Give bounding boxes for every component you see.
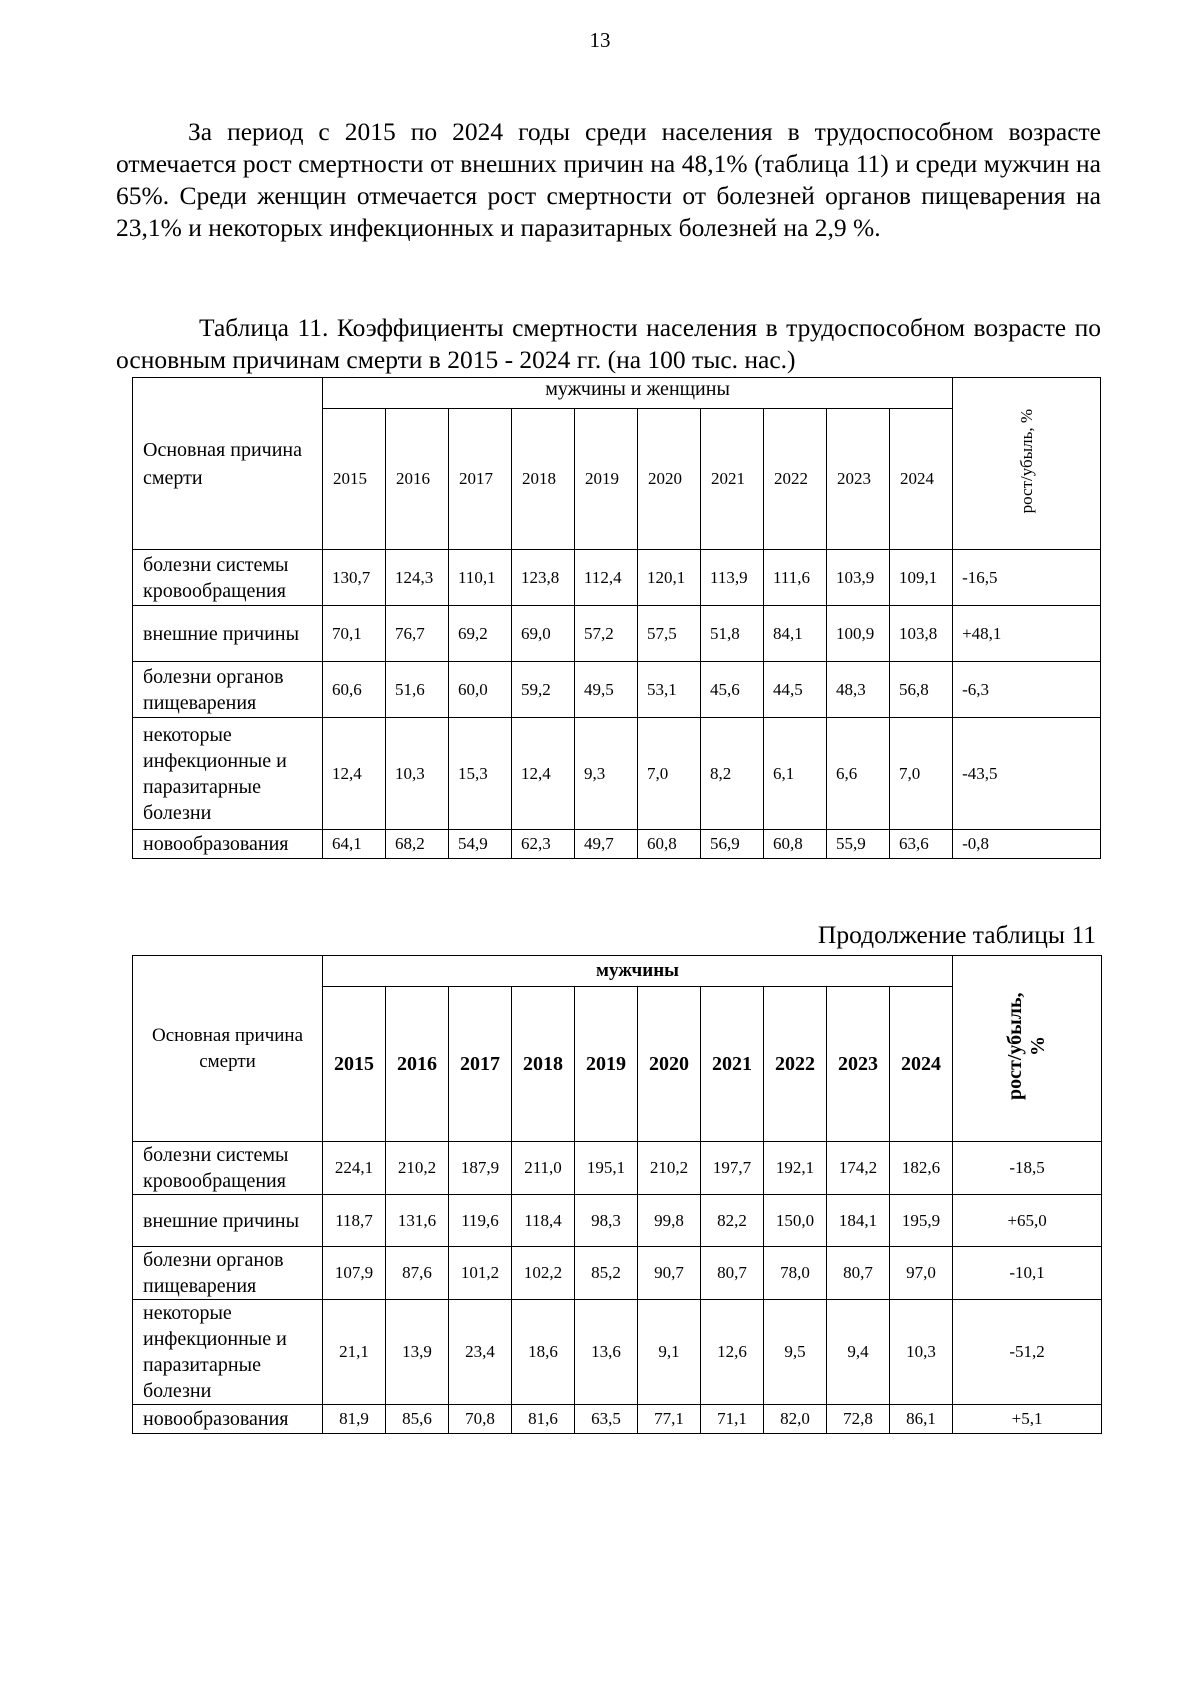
value-cell: 45,6	[701, 662, 764, 718]
value-cell: 86,1	[890, 1405, 953, 1434]
value-cell: 82,2	[701, 1195, 764, 1247]
value-cell: 7,0	[638, 718, 701, 830]
table-row	[133, 550, 1101, 606]
value-cell: 10,3	[890, 1300, 953, 1405]
year-header: 2015	[323, 987, 386, 1142]
year-header: 2021	[701, 987, 764, 1142]
value-cell: 60,8	[764, 830, 827, 859]
table-caption: Таблица 11. Коэффициенты смертности населения в трудоспособном возрасте по основным причинам смерти в 2015 - 2024 гг. (на 100 тыс. нас.)	[116, 313, 1101, 374]
value-cell: 55,9	[827, 830, 890, 859]
value-cell: 54,9	[449, 830, 512, 859]
value-cell: 10,3	[386, 718, 449, 830]
value-cell: 107,9	[323, 1247, 386, 1300]
year-header: 2020	[638, 987, 701, 1142]
change-cell: -6,3	[953, 662, 1101, 718]
value-cell: 150,0	[764, 1195, 827, 1247]
value-cell: 56,8	[890, 662, 953, 718]
value-cell: 69,2	[449, 606, 512, 662]
year-header: 2023	[827, 409, 890, 550]
cause-column-header: Основная причина смерти	[133, 378, 323, 550]
value-cell: 210,2	[638, 1142, 701, 1195]
value-cell: 187,9	[449, 1142, 512, 1195]
change-cell: -10,1	[953, 1247, 1102, 1300]
year-header: 2022	[764, 987, 827, 1142]
value-cell: 56,9	[701, 830, 764, 859]
value-cell: 70,8	[449, 1405, 512, 1434]
year-header: 2018	[512, 409, 575, 550]
value-cell: 15,3	[449, 718, 512, 830]
group-header: мужчины и женщины	[323, 378, 953, 409]
year-header: 2016	[386, 409, 449, 550]
table-row	[133, 1142, 1102, 1195]
cause-cell: некоторые инфекционные и паразитарные болезни	[133, 1300, 323, 1405]
value-cell: 6,6	[827, 718, 890, 830]
value-cell: 119,6	[449, 1195, 512, 1247]
value-cell: 68,2	[386, 830, 449, 859]
value-cell: 44,5	[764, 662, 827, 718]
value-cell: 81,6	[512, 1405, 575, 1434]
year-header: 2024	[890, 987, 953, 1142]
group-header: мужчины	[323, 956, 953, 987]
value-cell: 195,9	[890, 1195, 953, 1247]
value-cell: 113,9	[701, 550, 764, 606]
value-cell: 18,6	[512, 1300, 575, 1405]
value-cell: 80,7	[827, 1247, 890, 1300]
value-cell: 53,1	[638, 662, 701, 718]
value-cell: 109,1	[890, 550, 953, 606]
value-cell: 76,7	[386, 606, 449, 662]
change-cell: +48,1	[953, 606, 1101, 662]
value-cell: 110,1	[449, 550, 512, 606]
value-cell: 84,1	[764, 606, 827, 662]
value-cell: 63,5	[575, 1405, 638, 1434]
value-cell: 60,8	[638, 830, 701, 859]
value-cell: 130,7	[323, 550, 386, 606]
change-cell: +5,1	[953, 1405, 1102, 1434]
value-cell: 97,0	[890, 1247, 953, 1300]
value-cell: 124,3	[386, 550, 449, 606]
year-header: 2021	[701, 409, 764, 550]
value-cell: 174,2	[827, 1142, 890, 1195]
value-cell: 131,6	[386, 1195, 449, 1247]
value-cell: 102,2	[512, 1247, 575, 1300]
table-row	[133, 1195, 1102, 1247]
value-cell: 184,1	[827, 1195, 890, 1247]
cause-cell: болезни органов пищеварения	[133, 1247, 323, 1300]
value-cell: 85,6	[386, 1405, 449, 1434]
value-cell: 8,2	[701, 718, 764, 830]
value-cell: 210,2	[386, 1142, 449, 1195]
table-row	[133, 606, 1101, 662]
table-row	[133, 718, 1101, 830]
value-cell: 62,3	[512, 830, 575, 859]
mortality-table-men	[132, 955, 1102, 1434]
mortality-table-all	[132, 377, 1101, 859]
value-cell: 103,9	[827, 550, 890, 606]
table-row	[133, 1247, 1102, 1300]
cause-column-header: Основная причина смерти	[133, 956, 323, 1142]
value-cell: 69,0	[512, 606, 575, 662]
cause-cell: внешние причины	[133, 1195, 323, 1247]
value-cell: 59,2	[512, 662, 575, 718]
cause-cell: болезни системы кровообращения	[133, 550, 323, 606]
value-cell: 118,4	[512, 1195, 575, 1247]
value-cell: 123,8	[512, 550, 575, 606]
value-cell: 197,7	[701, 1142, 764, 1195]
value-cell: 120,1	[638, 550, 701, 606]
value-cell: 7,0	[890, 718, 953, 830]
value-cell: 70,1	[323, 606, 386, 662]
value-cell: 118,7	[323, 1195, 386, 1247]
value-cell: 64,1	[323, 830, 386, 859]
value-cell: 12,4	[512, 718, 575, 830]
cause-cell: новообразования	[133, 1405, 323, 1434]
value-cell: 80,7	[701, 1247, 764, 1300]
value-cell: 112,4	[575, 550, 638, 606]
page-number: 13	[589, 28, 611, 52]
value-cell: 57,5	[638, 606, 701, 662]
value-cell: 81,9	[323, 1405, 386, 1434]
change-cell: -16,5	[953, 550, 1101, 606]
value-cell: 100,9	[827, 606, 890, 662]
value-cell: 71,1	[701, 1405, 764, 1434]
year-header: 2017	[449, 987, 512, 1142]
value-cell: 12,6	[701, 1300, 764, 1405]
year-header: 2024	[890, 409, 953, 550]
value-cell: 13,9	[386, 1300, 449, 1405]
change-cell: -18,5	[953, 1142, 1102, 1195]
change-cell: -43,5	[953, 718, 1101, 830]
value-cell: 98,3	[575, 1195, 638, 1247]
year-header: 2022	[764, 409, 827, 550]
table-row	[133, 830, 1101, 859]
value-cell: 51,6	[386, 662, 449, 718]
value-cell: 99,8	[638, 1195, 701, 1247]
value-cell: 12,4	[323, 718, 386, 830]
value-cell: 6,1	[764, 718, 827, 830]
value-cell: 224,1	[323, 1142, 386, 1195]
value-cell: 49,7	[575, 830, 638, 859]
value-cell: 48,3	[827, 662, 890, 718]
cause-cell: болезни системы кровообращения	[133, 1142, 323, 1195]
change-cell: +65,0	[953, 1195, 1102, 1247]
table-row	[133, 1300, 1102, 1405]
year-header: 2015	[323, 409, 386, 550]
intro-paragraph: За период с 2015 по 2024 годы среди населения в трудоспособном возрасте отмечается рост смертности от внешних причин на 48,1% (таблица 11) и среди мужчин на 65%. Среди женщин отмечается рост смертности от болезней органов пищеварения на 23,1% и некоторых инфекционных и паразитарных болезней на 2,9 %.	[116, 117, 1101, 242]
table-row	[133, 1405, 1102, 1434]
value-cell: 211,0	[512, 1142, 575, 1195]
year-header: 2019	[575, 987, 638, 1142]
year-header: 2020	[638, 409, 701, 550]
table-row	[133, 662, 1101, 718]
value-cell: 23,4	[449, 1300, 512, 1405]
cause-cell: болезни органов пищеварения	[133, 662, 323, 718]
year-header: 2019	[575, 409, 638, 550]
value-cell: 77,1	[638, 1405, 701, 1434]
year-header: 2017	[449, 409, 512, 550]
change-cell: -0,8	[953, 830, 1101, 859]
value-cell: 9,1	[638, 1300, 701, 1405]
value-cell: 192,1	[764, 1142, 827, 1195]
value-cell: 49,5	[575, 662, 638, 718]
year-header: 2016	[386, 987, 449, 1142]
value-cell: 82,0	[764, 1405, 827, 1434]
value-cell: 87,6	[386, 1247, 449, 1300]
value-cell: 60,0	[449, 662, 512, 718]
value-cell: 195,1	[575, 1142, 638, 1195]
continuation-label: Продолжение таблицы 11	[817, 920, 1096, 949]
value-cell: 72,8	[827, 1405, 890, 1434]
cause-cell: некоторые инфекционные и паразитарные болезни	[133, 718, 323, 830]
value-cell: 182,6	[890, 1142, 953, 1195]
value-cell: 63,6	[890, 830, 953, 859]
value-cell: 90,7	[638, 1247, 701, 1300]
value-cell: 60,6	[323, 662, 386, 718]
change-column-header: рост/убыль, %	[953, 956, 1102, 1142]
cause-cell: новообразования	[133, 830, 323, 859]
value-cell: 101,2	[449, 1247, 512, 1300]
year-header: 2023	[827, 987, 890, 1142]
value-cell: 78,0	[764, 1247, 827, 1300]
value-cell: 9,5	[764, 1300, 827, 1405]
value-cell: 9,3	[575, 718, 638, 830]
change-column-header: рост/убыль, %	[953, 378, 1101, 550]
value-cell: 57,2	[575, 606, 638, 662]
value-cell: 103,8	[890, 606, 953, 662]
year-header: 2018	[512, 987, 575, 1142]
value-cell: 21,1	[323, 1300, 386, 1405]
change-cell: -51,2	[953, 1300, 1102, 1405]
value-cell: 9,4	[827, 1300, 890, 1405]
value-cell: 85,2	[575, 1247, 638, 1300]
value-cell: 51,8	[701, 606, 764, 662]
value-cell: 111,6	[764, 550, 827, 606]
value-cell: 13,6	[575, 1300, 638, 1405]
cause-cell: внешние причины	[133, 606, 323, 662]
